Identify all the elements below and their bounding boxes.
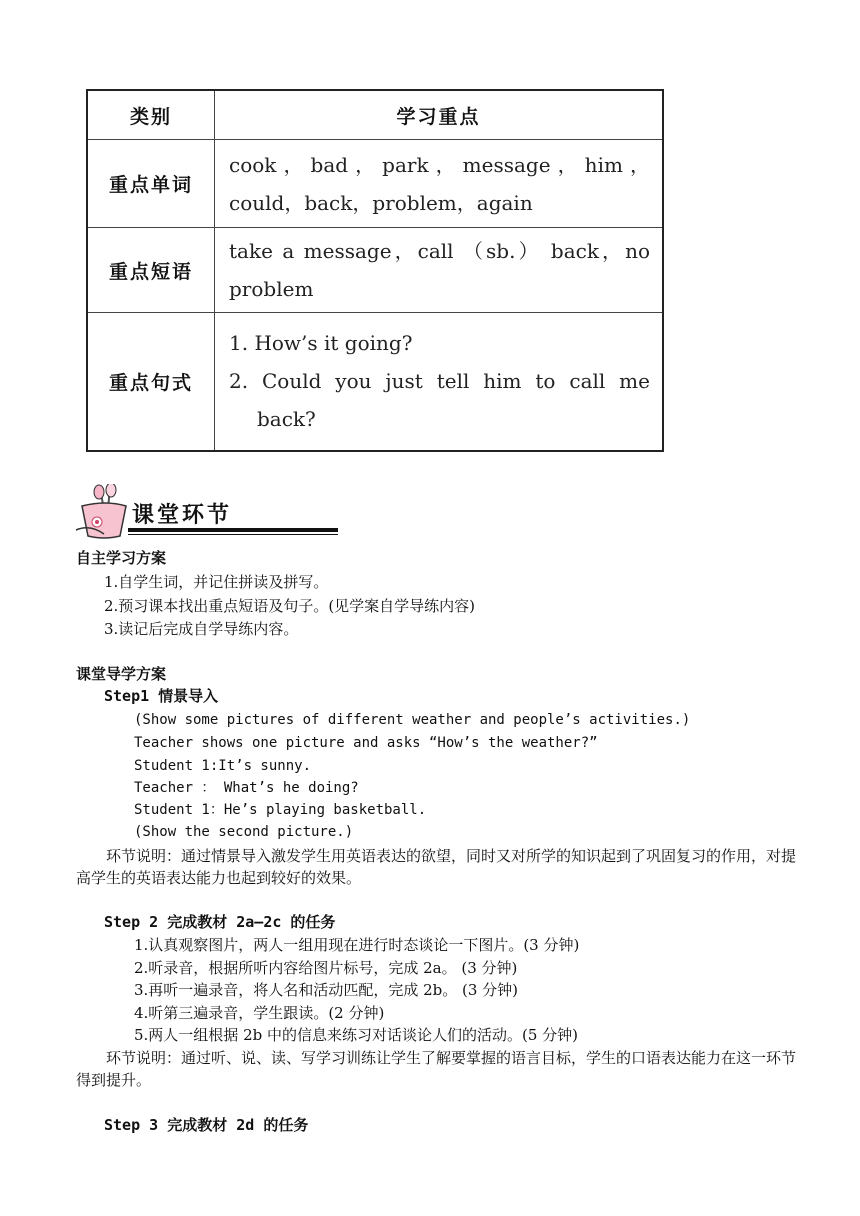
table-header-row [87, 90, 663, 140]
key-points-table [86, 89, 664, 452]
list-item: 4.听第三遍录音，学生跟读。(2 分钟) [134, 1004, 385, 1022]
step2-title: Step 2 完成教材 2a—2c 的任务 [104, 913, 336, 931]
table-row [87, 140, 663, 228]
sentence: 2. Could you just tell him to call me back? [229, 369, 650, 432]
row-category: 重点句式 [87, 313, 215, 451]
guided-heading: 课堂导学方案 [76, 665, 167, 683]
banner-underline-thin [128, 534, 338, 535]
section-title: 课堂环节 [132, 503, 233, 528]
section-banner [70, 484, 275, 540]
banner-underline [128, 528, 338, 532]
dialogue-line: Student 1：He’s playing basketball. [134, 802, 427, 818]
dialogue-line: Student 1:It’s sunny. [134, 758, 312, 774]
sentence: 1. How’s it going? [229, 331, 413, 356]
header-category: 类别 [87, 90, 215, 140]
list-item: 2.预习课本找出重点短语及句子。(见学案自学导练内容) [104, 597, 476, 615]
step1-note: 环节说明：通过情景导入激发学生用英语表达的欲望，同时又对所学的知识起到了巩固复习的作用，对提高学生的英语表达能力也起到较好的效果。 [76, 847, 797, 887]
list-item: 1.认真观察图片，两人一组用现在进行时态谈论一下图片。(3 分钟) [134, 936, 580, 954]
self-study-heading: 自主学习方案 [76, 549, 167, 567]
header-focus: 学习重点 [215, 90, 664, 140]
list-item: 3.读记后完成自学导练内容。 [104, 620, 299, 638]
dialogue-line: Teacher shows one picture and asks “How’s the weather?” [134, 735, 598, 751]
row-category: 重点短语 [87, 228, 215, 313]
list-item: 2.听录音，根据所听内容给图片标号，完成 2a。 (3 分钟) [134, 959, 518, 977]
table-row [87, 228, 663, 313]
list-item: 3.再听一遍录音，将人名和活动匹配，完成 2b。 (3 分钟) [134, 981, 519, 999]
row-content: take a message，call （sb.） back，no problem [215, 228, 664, 313]
dialogue-line: (Show some pictures of different weather and people’s activities.) [134, 712, 691, 728]
row-content: cook，bad，park，message，him，could，back，problem，again [215, 140, 664, 228]
table-row [87, 313, 663, 451]
row-content [215, 313, 664, 451]
step3-title: Step 3 完成教材 2d 的任务 [104, 1116, 309, 1134]
row-category: 重点单词 [87, 140, 215, 228]
list-item: 5.两人一组根据 2b 中的信息来练习对话谈论人们的活动。(5 分钟) [134, 1026, 579, 1044]
dialogue-line: Teacher ： What’s he doing? [134, 780, 359, 796]
step2-note: 环节说明：通过听、说、读、写学习训练让学生了解要掌握的语言目标，学生的口语表达能力在这一环节得到提升。 [76, 1049, 797, 1089]
dialogue-line: (Show the second picture.) [134, 824, 354, 840]
list-item: 1.自学生词，并记住拼读及拼写。 [104, 573, 329, 591]
step1-title: Step1 情景导入 [104, 687, 219, 705]
